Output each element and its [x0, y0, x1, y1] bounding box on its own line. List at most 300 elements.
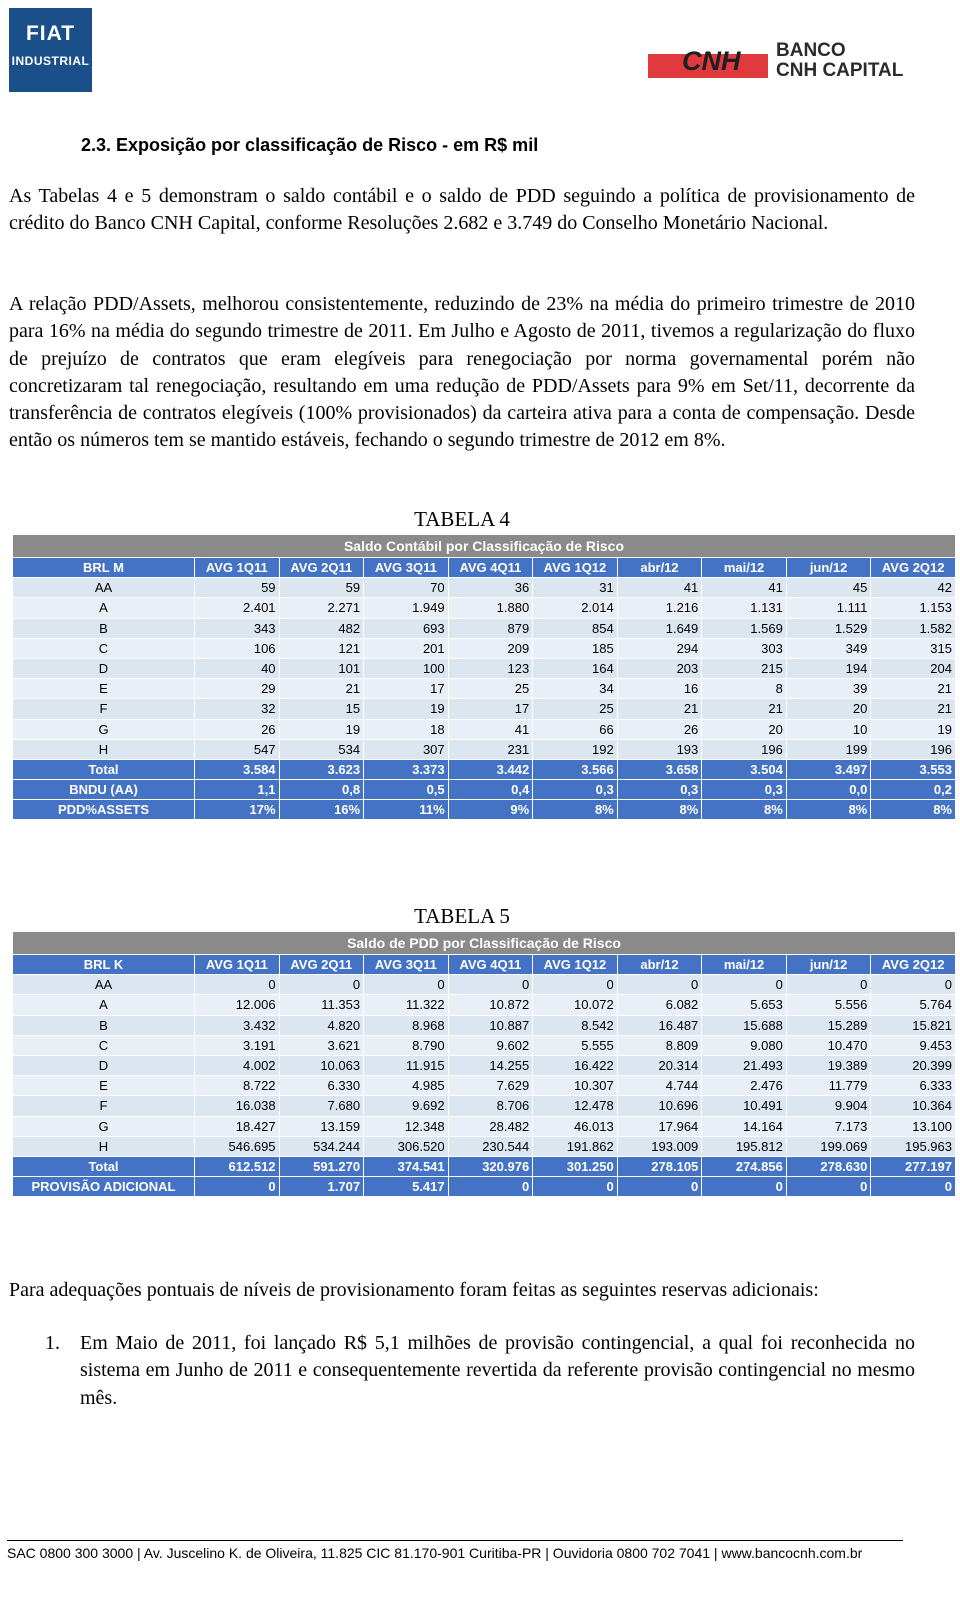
- table-cell: 0,3: [617, 780, 702, 800]
- table-cell: 0: [533, 975, 618, 995]
- table-cell: 39: [786, 679, 871, 699]
- table-cell: 0,4: [448, 780, 533, 800]
- table-cell: 546.695: [195, 1136, 280, 1156]
- table-cell: 12.348: [364, 1116, 449, 1136]
- table-cell: 21: [702, 699, 787, 719]
- table-cell: 0: [786, 975, 871, 995]
- table-cell: 1.649: [617, 618, 702, 638]
- table-cell: 2.401: [195, 598, 280, 618]
- table-cell: 185: [533, 638, 618, 658]
- table4-header-row: [13, 558, 956, 578]
- table-cell: 303: [702, 638, 787, 658]
- table-cell: 3.504: [702, 759, 787, 779]
- reservas-list: [45, 1330, 915, 1412]
- reservas-paragraph: Para adequações pontuais de níveis de provisionamento foram feitas as seguintes reservas adicionais:: [9, 1279, 819, 1301]
- table4-column-header: jun/12: [786, 558, 871, 578]
- table-row: [13, 679, 956, 699]
- table-cell: 195.812: [702, 1136, 787, 1156]
- table5-caption: TABELA 5: [414, 904, 510, 928]
- table-cell: 1.582: [871, 618, 956, 638]
- table-cell: 320.976: [448, 1156, 533, 1176]
- table-row: [13, 995, 956, 1015]
- table-cell: 14.164: [702, 1116, 787, 1136]
- table5-saldo-pdd: [12, 931, 956, 1197]
- table-cell: 879: [448, 618, 533, 638]
- table-row: [13, 618, 956, 638]
- table-cell: 17: [364, 679, 449, 699]
- table-cell: 21: [279, 679, 364, 699]
- table-row: [13, 1136, 956, 1156]
- table-cell: 191.862: [533, 1136, 618, 1156]
- fiat-logo-subtext: INDUSTRIAL: [11, 54, 90, 68]
- table-row: [13, 739, 956, 759]
- row-label: AA: [13, 578, 195, 598]
- table-cell: 17.964: [617, 1116, 702, 1136]
- table-cell: 0,5: [364, 780, 449, 800]
- table-row: [13, 719, 956, 739]
- table-cell: 10.072: [533, 995, 618, 1015]
- table-cell: 193: [617, 739, 702, 759]
- table-cell: 4.985: [364, 1076, 449, 1096]
- table-cell: 8.706: [448, 1096, 533, 1116]
- table-cell: 231: [448, 739, 533, 759]
- table-cell: 1.131: [702, 598, 787, 618]
- table-cell: 10.491: [702, 1096, 787, 1116]
- table4-caption: TABELA 4: [414, 507, 510, 531]
- table5-column-header: AVG 3Q11: [364, 955, 449, 975]
- table-cell: 199: [786, 739, 871, 759]
- table-cell: 1.111: [786, 598, 871, 618]
- table4-column-header: AVG 1Q11: [195, 558, 280, 578]
- total-row: [13, 780, 956, 800]
- total-row: [13, 1156, 956, 1176]
- table-cell: 21: [617, 699, 702, 719]
- table-cell: 59: [195, 578, 280, 598]
- row-label: F: [13, 699, 195, 719]
- table4-column-header: AVG 1Q12: [533, 558, 618, 578]
- table5-header-row: [13, 955, 956, 975]
- table-cell: 591.270: [279, 1156, 364, 1176]
- row-label: B: [13, 1015, 195, 1035]
- page-footer: SAC 0800 300 3000 | Av. Juscelino K. de Oliveira, 11.825 CIC 81.170-901 Curitiba-PR | Ouvidoria 0800 702 7041 | www.bancocnh.com.br: [7, 1545, 863, 1561]
- table-cell: 534: [279, 739, 364, 759]
- table-cell: 199.069: [786, 1136, 871, 1156]
- fiat-logo-text: FIAT: [25, 22, 76, 45]
- table-cell: 3.553: [871, 759, 956, 779]
- table-cell: 21.493: [702, 1055, 787, 1075]
- table-cell: 6.330: [279, 1076, 364, 1096]
- table-cell: 2.476: [702, 1076, 787, 1096]
- table-cell: 215: [702, 658, 787, 678]
- table-cell: 10: [786, 719, 871, 739]
- table-cell: 3.623: [279, 759, 364, 779]
- cnh-logo-line2: CNH CAPITAL: [776, 60, 904, 81]
- table-cell: 16: [617, 679, 702, 699]
- table-cell: 194: [786, 658, 871, 678]
- table-cell: 8.968: [364, 1015, 449, 1035]
- table-cell: 6.333: [871, 1076, 956, 1096]
- table-cell: 0: [364, 975, 449, 995]
- table-cell: 193.009: [617, 1136, 702, 1156]
- table-cell: 31: [533, 578, 618, 598]
- table-cell: 18: [364, 719, 449, 739]
- table-cell: 15.688: [702, 1015, 787, 1035]
- table-cell: 1.216: [617, 598, 702, 618]
- row-label: PROVISÃO ADICIONAL: [13, 1177, 195, 1197]
- table-cell: 8%: [871, 800, 956, 820]
- table-cell: 16%: [279, 800, 364, 820]
- list-item: [45, 1330, 915, 1412]
- table5-column-header: jun/12: [786, 955, 871, 975]
- table-cell: 4.002: [195, 1055, 280, 1075]
- table-cell: 301.250: [533, 1156, 618, 1176]
- table-cell: 36: [448, 578, 533, 598]
- table-cell: 0: [195, 1177, 280, 1197]
- table-row: [13, 699, 956, 719]
- table-cell: 195.963: [871, 1136, 956, 1156]
- table-cell: 274.856: [702, 1156, 787, 1176]
- table5-column-header: AVG 4Q11: [448, 955, 533, 975]
- row-label: PDD%ASSETS: [13, 800, 195, 820]
- table4-column-header: AVG 2Q12: [871, 558, 956, 578]
- list-item-number: 1.: [45, 1332, 60, 1354]
- table-cell: 278.630: [786, 1156, 871, 1176]
- table-row: [13, 1055, 956, 1075]
- table-row: [13, 578, 956, 598]
- table-cell: 45: [786, 578, 871, 598]
- table-cell: 13.100: [871, 1116, 956, 1136]
- table-cell: 3.497: [786, 759, 871, 779]
- total-row: [13, 1177, 956, 1197]
- table-cell: 0: [871, 1177, 956, 1197]
- table-cell: 0: [279, 975, 364, 995]
- table-cell: 42: [871, 578, 956, 598]
- row-label: AA: [13, 975, 195, 995]
- table-row: [13, 1035, 956, 1055]
- table-cell: 0,2: [871, 780, 956, 800]
- table-cell: 20: [786, 699, 871, 719]
- table-cell: 8%: [786, 800, 871, 820]
- table-cell: 16.487: [617, 1015, 702, 1035]
- table-cell: 3.658: [617, 759, 702, 779]
- table-cell: 59: [279, 578, 364, 598]
- table-cell: 26: [195, 719, 280, 739]
- table-cell: 14.255: [448, 1055, 533, 1075]
- table-cell: 9.080: [702, 1035, 787, 1055]
- table-cell: 7.173: [786, 1116, 871, 1136]
- table-cell: 17%: [195, 800, 280, 820]
- table-cell: 15.821: [871, 1015, 956, 1035]
- table-cell: 0: [617, 1177, 702, 1197]
- table-cell: 40: [195, 658, 280, 678]
- row-label: H: [13, 1136, 195, 1156]
- table-cell: 11.353: [279, 995, 364, 1015]
- row-label: E: [13, 679, 195, 699]
- table-cell: 0: [195, 975, 280, 995]
- table5-column-header: abr/12: [617, 955, 702, 975]
- table-cell: 25: [448, 679, 533, 699]
- table-cell: 482: [279, 618, 364, 638]
- banco-cnh-capital-logo: [648, 38, 903, 84]
- table-cell: 8.722: [195, 1076, 280, 1096]
- row-label: D: [13, 658, 195, 678]
- table-cell: 1.949: [364, 598, 449, 618]
- table-cell: 854: [533, 618, 618, 638]
- table-cell: 123: [448, 658, 533, 678]
- table-cell: 0: [448, 975, 533, 995]
- table-cell: 3.432: [195, 1015, 280, 1035]
- table-row: [13, 658, 956, 678]
- table-cell: 10.364: [871, 1096, 956, 1116]
- table-cell: 343: [195, 618, 280, 638]
- table-cell: 28.482: [448, 1116, 533, 1136]
- table-cell: 0: [533, 1177, 618, 1197]
- table-cell: 0: [702, 975, 787, 995]
- table4-column-header: mai/12: [702, 558, 787, 578]
- table-cell: 10.887: [448, 1015, 533, 1035]
- table5-column-header: AVG 2Q12: [871, 955, 956, 975]
- table-cell: 13.159: [279, 1116, 364, 1136]
- table5-column-header: AVG 2Q11: [279, 955, 364, 975]
- table-cell: 15.289: [786, 1015, 871, 1035]
- table-cell: 15: [279, 699, 364, 719]
- table4-column-header: AVG 3Q11: [364, 558, 449, 578]
- table-row: [13, 1096, 956, 1116]
- row-label: D: [13, 1055, 195, 1075]
- cnh-logo-wordmark: [776, 41, 903, 81]
- table-row: [13, 598, 956, 618]
- table-cell: 20: [702, 719, 787, 739]
- row-label: G: [13, 1116, 195, 1136]
- table-row: [13, 1116, 956, 1136]
- table-cell: 8.542: [533, 1015, 618, 1035]
- table-cell: 9.904: [786, 1096, 871, 1116]
- cnh-mark-text: CNH: [682, 46, 741, 76]
- table-cell: 5.653: [702, 995, 787, 1015]
- table-cell: 6.082: [617, 995, 702, 1015]
- table-cell: 3.566: [533, 759, 618, 779]
- table-cell: 11.779: [786, 1076, 871, 1096]
- row-label: H: [13, 739, 195, 759]
- row-label: Total: [13, 759, 195, 779]
- table-row: [13, 638, 956, 658]
- table-cell: 18.427: [195, 1116, 280, 1136]
- row-label: B: [13, 618, 195, 638]
- table-cell: 164: [533, 658, 618, 678]
- table-cell: 4.820: [279, 1015, 364, 1035]
- row-label: E: [13, 1076, 195, 1096]
- table-cell: 20.399: [871, 1055, 956, 1075]
- table4-saldo-contabil: [12, 534, 956, 820]
- table-cell: 0,3: [702, 780, 787, 800]
- table-cell: 294: [617, 638, 702, 658]
- table-cell: 374.541: [364, 1156, 449, 1176]
- table-cell: 1.153: [871, 598, 956, 618]
- table-cell: 278.105: [617, 1156, 702, 1176]
- table-cell: 46.013: [533, 1116, 618, 1136]
- table-cell: 106: [195, 638, 280, 658]
- table-cell: 0: [786, 1177, 871, 1197]
- table-cell: 0: [871, 975, 956, 995]
- table-cell: 1.707: [279, 1177, 364, 1197]
- table-cell: 10.872: [448, 995, 533, 1015]
- table-cell: 19: [364, 699, 449, 719]
- table-cell: 209: [448, 638, 533, 658]
- table-cell: 21: [871, 679, 956, 699]
- table-cell: 16.038: [195, 1096, 280, 1116]
- table-row: [13, 975, 956, 995]
- table-cell: 70: [364, 578, 449, 598]
- table-cell: 8%: [702, 800, 787, 820]
- table-cell: 16.422: [533, 1055, 618, 1075]
- table-cell: 5.555: [533, 1035, 618, 1055]
- table-cell: 349: [786, 638, 871, 658]
- table5-column-header: AVG 1Q12: [533, 955, 618, 975]
- table-cell: 534.244: [279, 1136, 364, 1156]
- table-cell: 693: [364, 618, 449, 638]
- row-label: A: [13, 995, 195, 1015]
- table-cell: 307: [364, 739, 449, 759]
- table-cell: 2.271: [279, 598, 364, 618]
- table-cell: 1.529: [786, 618, 871, 638]
- table-cell: 0,3: [533, 780, 618, 800]
- table-cell: 277.197: [871, 1156, 956, 1176]
- table-cell: 9.602: [448, 1035, 533, 1055]
- table-cell: 41: [448, 719, 533, 739]
- table-cell: 547: [195, 739, 280, 759]
- table-cell: 11.915: [364, 1055, 449, 1075]
- row-label: Total: [13, 1156, 195, 1176]
- table-cell: 5.764: [871, 995, 956, 1015]
- fiat-industrial-logo: [9, 8, 92, 92]
- table4-column-header: BRL M: [13, 558, 195, 578]
- table5-column-header: mai/12: [702, 955, 787, 975]
- table-cell: 8%: [617, 800, 702, 820]
- table-cell: 1.569: [702, 618, 787, 638]
- table4-column-header: AVG 2Q11: [279, 558, 364, 578]
- table-cell: 100: [364, 658, 449, 678]
- table-cell: 9.692: [364, 1096, 449, 1116]
- table-cell: 0: [617, 975, 702, 995]
- table-cell: 204: [871, 658, 956, 678]
- table-cell: 101: [279, 658, 364, 678]
- table-cell: 306.520: [364, 1136, 449, 1156]
- cnh-logo-line1: BANCO: [776, 40, 846, 61]
- table4-title: Saldo Contábil por Classificação de Risco: [13, 535, 956, 558]
- table-cell: 196: [871, 739, 956, 759]
- table-cell: 3.191: [195, 1035, 280, 1055]
- table-cell: 3.584: [195, 759, 280, 779]
- table-cell: 9%: [448, 800, 533, 820]
- table-cell: 8.809: [617, 1035, 702, 1055]
- total-row: [13, 759, 956, 779]
- table-cell: 7.680: [279, 1096, 364, 1116]
- table-cell: 10.307: [533, 1076, 618, 1096]
- row-label: G: [13, 719, 195, 739]
- footer-divider: [7, 1540, 903, 1541]
- table-cell: 0,0: [786, 780, 871, 800]
- table-cell: 203: [617, 658, 702, 678]
- pdd-assets-paragraph: A relação PDD/Assets, melhorou consistentemente, reduzindo de 23% na média do primeiro trimestre de 2010 para 16% na média do segundo trimestre de 2011. Em Julho e Agosto de 2011, tivemos a regularização do fluxo de prejuízo de contratos que eram elegíveis para renegociação por norma governamental porém não concretizaram tal renegociação, resultando em uma redução de PDD/Assets para 9% em Set/11, decorrente da transferência de contratos elegíveis (100% provisionados) da carteira ativa para a conta de compensação. Desde então os números tem se mantido estáveis, fechando o segundo trimestre de 2012 em 8%.: [9, 293, 915, 452]
- table-cell: 19: [279, 719, 364, 739]
- table5-title: Saldo de PDD por Classificação de Risco: [13, 932, 956, 955]
- table-row: [13, 1015, 956, 1035]
- table-cell: 121: [279, 638, 364, 658]
- row-label: C: [13, 1035, 195, 1055]
- table-cell: 10.696: [617, 1096, 702, 1116]
- table-cell: 66: [533, 719, 618, 739]
- table-cell: 612.512: [195, 1156, 280, 1176]
- cnh-mark-icon: [648, 42, 768, 80]
- table-cell: 5.556: [786, 995, 871, 1015]
- table-row: [13, 1076, 956, 1096]
- table-cell: 8.790: [364, 1035, 449, 1055]
- table-cell: 0,8: [279, 780, 364, 800]
- table-cell: 26: [617, 719, 702, 739]
- table-cell: 19: [871, 719, 956, 739]
- table-cell: 11%: [364, 800, 449, 820]
- table-cell: 8: [702, 679, 787, 699]
- table-cell: 17: [448, 699, 533, 719]
- table-cell: 20.314: [617, 1055, 702, 1075]
- table5-column-header: AVG 1Q11: [195, 955, 280, 975]
- table-cell: 201: [364, 638, 449, 658]
- row-label: BNDU (AA): [13, 780, 195, 800]
- table-cell: 9.453: [871, 1035, 956, 1055]
- table-cell: 12.478: [533, 1096, 618, 1116]
- table5-column-header: BRL K: [13, 955, 195, 975]
- table-cell: 196: [702, 739, 787, 759]
- section-title: 2.3. Exposição por classificação de Risco - em R$ mil: [81, 135, 539, 155]
- table-cell: 315: [871, 638, 956, 658]
- table-cell: 3.442: [448, 759, 533, 779]
- table-cell: 5.417: [364, 1177, 449, 1197]
- table-cell: 4.744: [617, 1076, 702, 1096]
- table-cell: 29: [195, 679, 280, 699]
- table-cell: 32: [195, 699, 280, 719]
- row-label: A: [13, 598, 195, 618]
- total-row: [13, 800, 956, 820]
- table4-column-header: abr/12: [617, 558, 702, 578]
- table-cell: 19.389: [786, 1055, 871, 1075]
- table-cell: 10.063: [279, 1055, 364, 1075]
- table-cell: 8%: [533, 800, 618, 820]
- table-cell: 41: [702, 578, 787, 598]
- table-cell: 3.621: [279, 1035, 364, 1055]
- table-cell: 0: [448, 1177, 533, 1197]
- table-cell: 34: [533, 679, 618, 699]
- table-cell: 12.006: [195, 995, 280, 1015]
- table-cell: 41: [617, 578, 702, 598]
- table-cell: 10.470: [786, 1035, 871, 1055]
- table-cell: 0: [702, 1177, 787, 1197]
- table-cell: 230.544: [448, 1136, 533, 1156]
- row-label: C: [13, 638, 195, 658]
- table-cell: 25: [533, 699, 618, 719]
- table-cell: 1.880: [448, 598, 533, 618]
- row-label: F: [13, 1096, 195, 1116]
- table-cell: 11.322: [364, 995, 449, 1015]
- table-cell: 3.373: [364, 759, 449, 779]
- table-cell: 192: [533, 739, 618, 759]
- table-cell: 21: [871, 699, 956, 719]
- list-item-text: Em Maio de 2011, foi lançado R$ 5,1 milhões de provisão contingencial, a qual foi reconhecida no sistema em Junho de 2011 e consequentemente revertida da referente provisão contingencial no mesmo mês.: [80, 1332, 915, 1409]
- table4-column-header: AVG 4Q11: [448, 558, 533, 578]
- table-cell: 7.629: [448, 1076, 533, 1096]
- table-cell: 1,1: [195, 780, 280, 800]
- table-cell: 2.014: [533, 598, 618, 618]
- intro-paragraph: As Tabelas 4 e 5 demonstram o saldo contábil e o saldo de PDD seguindo a política de provisionamento de crédito do Banco CNH Capital, conforme Resoluções 2.682 e 3.749 do Conselho Monetário Nacional.: [9, 185, 915, 235]
